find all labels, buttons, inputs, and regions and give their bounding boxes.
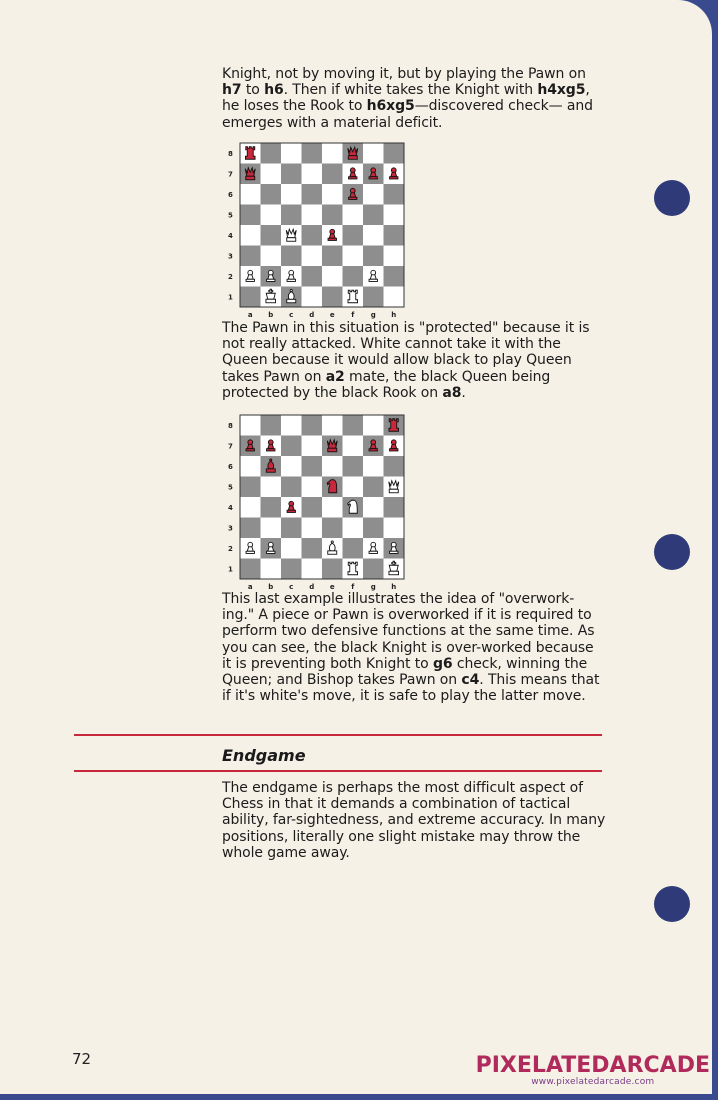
board-square: [261, 184, 282, 205]
white-rook-piece: [348, 290, 358, 303]
file-label: e: [329, 583, 335, 591]
board-square: [384, 143, 405, 164]
board-square: [322, 415, 343, 436]
section-heading: Endgame: [222, 746, 306, 765]
board-square: [322, 497, 343, 518]
board-square: [343, 205, 364, 226]
watermark-url: www.pixelatedarcade.com: [531, 1077, 655, 1087]
board-square: [363, 518, 384, 539]
binder-hole: [654, 534, 690, 570]
board-square: [240, 246, 261, 267]
board-square: [322, 205, 343, 226]
board-square: [343, 266, 364, 287]
board-square: [281, 559, 302, 580]
board-square: [384, 246, 405, 267]
paragraph-overworking: This last example illustrates the idea of "overwork-ing." A piece or Pawn is overworked if it is required to perform two defensive functions at the same time. As you can see, the black Knight is over-worked because it is preventing both Knight to g6 check, winning the Queen; and Bishop takes Pawn on c4. This means that if it's white's move, it is safe to play the latter move.: [222, 591, 600, 705]
board-square: [240, 287, 261, 308]
file-label: g: [370, 583, 376, 591]
board-square: [261, 164, 282, 185]
board-square: [302, 497, 323, 518]
white-rook-piece: [348, 562, 358, 575]
board-square: [384, 456, 405, 477]
board-square: [363, 497, 384, 518]
chess-diagram-1: [226, 140, 397, 319]
board-square: [384, 497, 405, 518]
page-number: 72: [72, 1050, 92, 1068]
board-square: [302, 518, 323, 539]
board-square: [240, 518, 261, 539]
red-rook-piece: [389, 419, 399, 432]
board-square: [240, 477, 261, 498]
board-square: [302, 225, 323, 246]
file-label: a: [247, 311, 253, 319]
section-rule-top: [74, 734, 602, 736]
file-label: c: [289, 583, 294, 591]
board-square: [322, 518, 343, 539]
rank-label: 3: [228, 524, 233, 533]
watermark-logo: [476, 1055, 710, 1088]
file-label: d: [309, 583, 315, 591]
board-square: [343, 456, 364, 477]
board-square: [302, 456, 323, 477]
board-square: [384, 205, 405, 226]
board-square: [302, 184, 323, 205]
board-square: [363, 559, 384, 580]
binder-hole: [654, 886, 690, 922]
board-square: [363, 287, 384, 308]
board-square: [343, 538, 364, 559]
board-square: [384, 287, 405, 308]
board-square: [363, 225, 384, 246]
board-square: [281, 456, 302, 477]
board-square: [261, 415, 282, 436]
board-square: [322, 266, 343, 287]
board-square: [261, 225, 282, 246]
board-square: [240, 497, 261, 518]
board-square: [363, 456, 384, 477]
board-square: [302, 287, 323, 308]
board-square: [363, 246, 384, 267]
board-square: [343, 518, 364, 539]
board-square: [281, 143, 302, 164]
board-square: [343, 415, 364, 436]
board-square: [261, 497, 282, 518]
rank-label: 8: [228, 149, 233, 158]
file-label: b: [268, 311, 274, 319]
file-label: a: [247, 583, 253, 591]
board-square: [363, 205, 384, 226]
rank-label: 3: [228, 252, 233, 261]
rank-label: 1: [228, 565, 233, 574]
board-square: [281, 518, 302, 539]
board-square: [343, 225, 364, 246]
file-label: d: [309, 311, 315, 319]
rank-label: 5: [228, 211, 233, 220]
board-square: [281, 205, 302, 226]
board-square: [302, 477, 323, 498]
rank-label: 1: [228, 293, 233, 302]
chess-diagram-2: [226, 412, 397, 591]
board-square: [322, 456, 343, 477]
board-square: [302, 266, 323, 287]
board-square: [322, 287, 343, 308]
board-square: [363, 477, 384, 498]
board-square: [240, 415, 261, 436]
board-square: [384, 266, 405, 287]
board-square: [302, 538, 323, 559]
board-square: [281, 164, 302, 185]
rank-label: 6: [228, 462, 233, 471]
board-square: [363, 143, 384, 164]
board-square: [322, 184, 343, 205]
board-square: [343, 436, 364, 457]
file-label: f: [351, 583, 355, 591]
board-square: [281, 415, 302, 436]
board-square: [322, 164, 343, 185]
board-square: [302, 559, 323, 580]
rank-label: 5: [228, 483, 233, 492]
rank-label: 7: [228, 170, 233, 179]
file-label: e: [329, 311, 335, 319]
board-square: [302, 143, 323, 164]
board-square: [261, 559, 282, 580]
board-square: [302, 436, 323, 457]
binder-hole: [654, 180, 690, 216]
rank-label: 6: [228, 190, 233, 199]
board-square: [363, 184, 384, 205]
rank-label: 4: [228, 231, 233, 240]
file-label: f: [351, 311, 355, 319]
red-rook-piece: [245, 147, 255, 160]
file-label: c: [289, 311, 294, 319]
board-square: [384, 184, 405, 205]
board-square: [281, 477, 302, 498]
board-square: [281, 538, 302, 559]
rank-label: 2: [228, 272, 233, 281]
board-square: [363, 415, 384, 436]
board-square: [261, 246, 282, 267]
board-square: [302, 415, 323, 436]
paragraph-protected-pawn: The Pawn in this situation is "protected" because it is not really attacked. White cannot take it with the Queen because it would allow black to play Queen takes Pawn on a2 mate, the black Queen being protected by the black Rook on a8.: [222, 320, 590, 401]
board-square: [240, 205, 261, 226]
board-square: [240, 559, 261, 580]
board-square: [281, 436, 302, 457]
board-square: [302, 246, 323, 267]
board-square: [240, 184, 261, 205]
board-square: [384, 225, 405, 246]
rank-label: 7: [228, 442, 233, 451]
board-square: [343, 477, 364, 498]
board-square: [261, 143, 282, 164]
file-label: g: [370, 311, 376, 319]
rank-label: 2: [228, 544, 233, 553]
board-square: [261, 205, 282, 226]
board-square: [322, 143, 343, 164]
board-square: [261, 477, 282, 498]
paragraph-knight-pawn: Knight, not by moving it, but by playing the Pawn on h7 to h6. Then if white takes the Knight with h4xg5, he loses the Rook to h6xg5—discovered check— and emerges with a material deficit.: [222, 66, 593, 131]
board-square: [240, 225, 261, 246]
board-square: [281, 184, 302, 205]
rank-label: 4: [228, 503, 233, 512]
file-label: h: [391, 311, 397, 319]
rank-label: 8: [228, 421, 233, 430]
board-square: [240, 456, 261, 477]
board-square: [322, 246, 343, 267]
board-square: [384, 518, 405, 539]
board-square: [322, 559, 343, 580]
section-rule-bottom: [74, 770, 602, 772]
board-square: [302, 205, 323, 226]
board-square: [343, 246, 364, 267]
board-square: [281, 246, 302, 267]
board-square: [302, 164, 323, 185]
watermark-title: PIXELATEDARCADE: [475, 1053, 710, 1078]
file-label: b: [268, 583, 274, 591]
board-square: [261, 518, 282, 539]
file-label: h: [391, 583, 397, 591]
paragraph-endgame: The endgame is perhaps the most difficult aspect of Chess in that it demands a combination of tactical ability, far-sightedness, and extreme accuracy. In many positions, literally one slight mistake may throw the whole game away.: [222, 780, 606, 861]
